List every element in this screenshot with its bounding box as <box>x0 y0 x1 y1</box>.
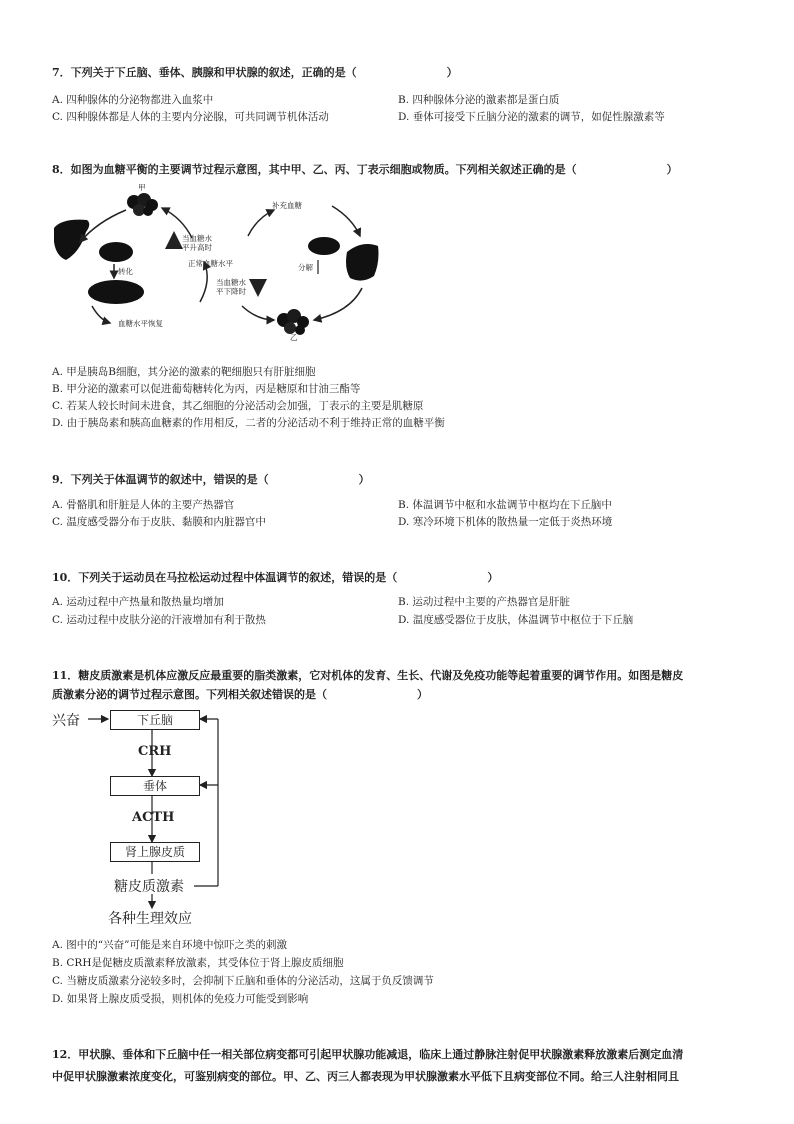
q8-option-b: B. 甲分泌的激素可以促进葡萄糖转化为丙，丙是糖原和甘油三酯等 <box>52 383 361 395</box>
q10-option-d: D. 温度感受器位于皮肤，体温调节中枢位于下丘脑 <box>398 614 634 626</box>
ellipse-ding-icon <box>99 242 133 262</box>
label-xingfen: 兴奋 <box>52 713 80 729</box>
label-jia: 甲 <box>138 183 146 192</box>
q12-line1: 12．甲状腺、垂体和下丘脑中任一相关部位病变都可引起甲状腺功能减退，临床上通过静脉注射促甲状腺激素释放激素后测定血清 <box>52 1048 684 1061</box>
q7-option-b: B. 四种腺体分泌的激素都是蛋白质 <box>398 94 560 106</box>
q8-option-d: D. 由于胰岛素和胰高血糖素的作用相反，二者的分泌活动不利于维持正常的血糖平衡 <box>52 417 445 429</box>
q8-stem: 8．如图为血糖平衡的主要调节过程示意图，其中甲、乙、丙、丁表示细胞或物质。下列相关叙述正确的是（ ） <box>52 163 678 176</box>
label-zhuanhua: 转化 <box>118 267 133 276</box>
q11-stem-line1: 11．糖皮质激素是机体应激反应最重要的脂类激素，它对机体的发育、生长、代谢及免疫功能等起着重要的调节作用。如图是糖皮 <box>52 669 684 682</box>
box-chuiti: 垂体 <box>110 776 200 796</box>
q8-option-a: A. 甲是胰岛B细胞，其分泌的激素的靶细胞只有肝脏细胞 <box>52 366 316 378</box>
arrow-yi-to-liver <box>314 288 362 320</box>
q10-option-a: A. 运动过程中产热量和散热量均增加 <box>52 596 224 608</box>
label-huifu: 血糖水平恢复 <box>118 319 163 328</box>
box-shenshang: 肾上腺皮质 <box>110 842 200 862</box>
blood-sugar-diagram <box>52 180 382 340</box>
q11-option-a: A. 图中的“兴奋”可能是来自环境中惊吓之类的刺激 <box>52 939 287 951</box>
q7-stem: 7．下列关于下丘脑、垂体、胰腺和甲状腺的叙述，正确的是（ ） <box>52 66 458 79</box>
q8-option-c: C. 若某人较长时间未进食，其乙细胞的分泌活动会加强，丁表示的主要是肌糖原 <box>52 400 424 412</box>
label-acth: ACTH <box>132 810 175 825</box>
q7-option-a: A. 四种腺体的分泌物都进入血浆中 <box>52 94 214 106</box>
q11-stem-line2: 质激素分泌的调节过程示意图。下列相关叙述错误的是（ ） <box>52 688 428 701</box>
arrow-to-buchong <box>248 210 274 236</box>
label-buchong: 补充血糖 <box>272 201 302 210</box>
q9-option-a: A. 骨骼肌和肝脏是人体的主要产热器官 <box>52 499 235 511</box>
label-yi: 乙 <box>290 333 298 342</box>
q9-option-d: D. 寒冷环境下机体的散热量一定低于炎热环境 <box>398 516 613 528</box>
q11-option-b: B. CRH是促糖皮质激素释放激素，其受体位于肾上腺皮质细胞 <box>52 957 344 969</box>
q11-option-c: C. 当糖皮质激素分泌较多时，会抑制下丘脑和垂体的分泌活动，这属于负反馈调节 <box>52 975 434 987</box>
q10-stem: 10．下列关于运动员在马拉松运动过程中体温调节的叙述，错误的是（ ） <box>52 571 499 584</box>
label-zhengchang: 正常血糖水平 <box>188 259 233 268</box>
ellipse-bing-icon <box>88 280 144 304</box>
ellipse-right-icon <box>308 237 340 255</box>
label-fenjie: 分解 <box>298 263 313 272</box>
q9-stem: 9．下列关于体温调节的叙述中，错误的是（ ） <box>52 473 370 486</box>
liver-left-icon <box>54 220 89 260</box>
label-xiaoying: 各种生理效应 <box>108 911 192 927</box>
q7-option-c: C. 四种腺体都是人体的主要内分泌腺，可共同调节机体活动 <box>52 111 329 123</box>
glucocorticoid-diagram <box>52 708 252 933</box>
q12-line2: 中促甲状腺激素浓度变化，可鉴别病变的部位。甲、乙、丙三人都表现为甲状腺激素水平低下且病变部位不同。给三人注射相同且 <box>52 1070 679 1083</box>
arrow-to-yi <box>242 306 274 320</box>
q10-option-b: B. 运动过程中主要的产热器官是肝脏 <box>398 596 570 608</box>
label-di: 当血糖水 平下降时 <box>216 278 246 296</box>
liver-right-icon <box>346 244 379 281</box>
q9-option-c: C. 温度感受器分布于皮肤、黏膜和内脏器官中 <box>52 516 266 528</box>
box-xiaqiunao: 下丘脑 <box>110 710 200 730</box>
q10-option-c: C. 运动过程中皮肤分泌的汗液增加有利于散热 <box>52 614 266 626</box>
q7-option-d: D. 垂体可接受下丘脑分泌的激素的调节，如促性腺激素等 <box>398 111 665 123</box>
q9-option-b: B. 体温调节中枢和水盐调节中枢均在下丘脑中 <box>398 499 612 511</box>
arrow-huifu <box>92 306 110 323</box>
label-crh: CRH <box>138 744 172 759</box>
cell-cluster-jia-icon <box>127 193 158 216</box>
q11-option-d: D. 如果肾上腺皮质受损，则机体的免疫力可能受到影响 <box>52 993 309 1005</box>
label-gao: 当血糖水 平升高时 <box>182 234 212 252</box>
arrow-buchong-to-liver <box>332 206 360 236</box>
label-tangpizhi: 糖皮质激素 <box>114 879 184 895</box>
